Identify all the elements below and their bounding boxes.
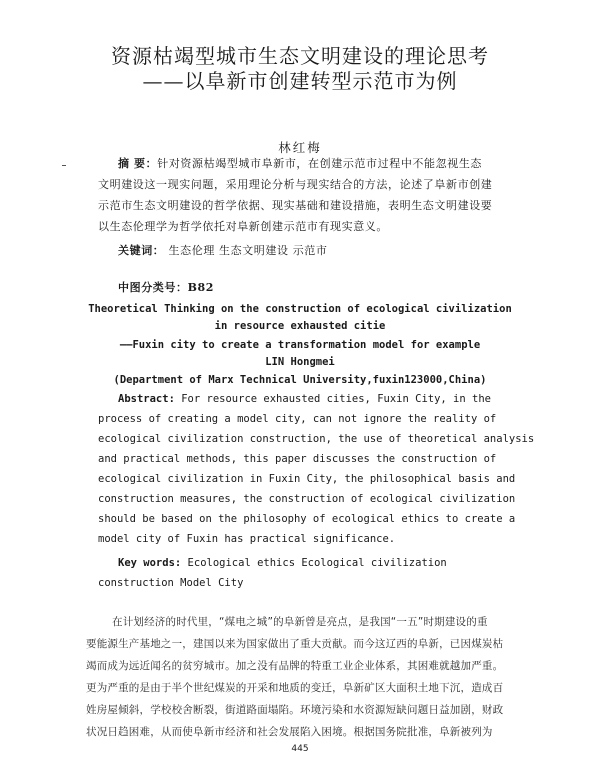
english-abstract-line-4: and practical methods, this paper discusses the construction of bbox=[98, 453, 497, 465]
english-title-line-2: in resource exhausted citie bbox=[214, 320, 386, 332]
english-author: LIN Hongmei bbox=[265, 356, 335, 368]
english-title-line-1: Theoretical Thinking on the construction of ecological civilization bbox=[88, 303, 512, 315]
english-abstract-line-1 bbox=[118, 393, 538, 405]
english-abstract-line-7: should be based on the philosophy of ecological ethics to create a bbox=[98, 513, 516, 525]
english-keywords-line-2: construction Model City bbox=[98, 577, 244, 589]
abstract-cn-line-2: 文明建设这一现实问题，采用理论分析与现实结合的方法，论述了阜新市创建 bbox=[98, 178, 493, 191]
abstract-cn-line-4: 以生态伦理学为哲学依托对阜新创建示范市有现实意义。 bbox=[98, 220, 388, 233]
english-keywords-label: Key words: bbox=[118, 557, 182, 569]
body-line-1: 在计划经济的时代里，“煤电之城”的阜新曾是亮点，是我国“一五”时期建设的重 bbox=[112, 616, 488, 628]
abstract-cn-text-1: 针对资源枯竭型城市阜新市，在创建示范市过程中不能忽视生态 bbox=[157, 157, 483, 170]
body-line-4: 更为严重的是由于半个世纪煤炭的开采和地质的变迁，阜新矿区大面积土地下沉，造成百 bbox=[86, 682, 504, 694]
keywords-cn-line bbox=[118, 242, 538, 258]
english-abstract-line-2: process of creating a model city, can not ignore the reality of bbox=[98, 413, 497, 425]
body-line-2: 要能源生产基地之一，建国以来为国家做出了重大贡献。而今这辽西的阜新，已因煤炭枯 bbox=[86, 638, 504, 650]
english-keywords-line-1 bbox=[118, 557, 538, 569]
abstract-cn-line-3: 示范市生态文明建设的哲学依据、现实基础和建设措施，表明生态文明建设要 bbox=[98, 199, 493, 212]
english-abstract-line-3: ecological civilization construction, the use of theoretical analysis bbox=[98, 433, 535, 445]
title-line-1: 资源枯竭型城市生态文明建设的理论思考 bbox=[111, 44, 489, 68]
english-subtitle: ——Fuxin city to create a transformation model for example bbox=[119, 339, 481, 351]
body-line-3: 竭而成为远近闻名的贫穷城市。加之没有品牌的特重工业企业体系，其困难就越加严重。 bbox=[86, 660, 504, 672]
english-abstract-label: Abstract: bbox=[118, 393, 175, 405]
english-keywords-text-1: Ecological ethics Ecological civilization bbox=[187, 557, 447, 569]
keywords-cn-label: 关键词： bbox=[118, 244, 165, 257]
classification-number: 中图分类号：B82 bbox=[118, 281, 215, 294]
english-abstract-line-6: construction measures, the construction of ecological civilization bbox=[98, 493, 516, 505]
author-chinese: 林红梅 bbox=[278, 140, 322, 155]
english-abstract-text-1: For resource exhausted cities, Fuxin City, in the bbox=[181, 393, 491, 405]
body-line-6: 状况日趋困难，从而使阜新市经济和社会发展陷入困境。根据国务院批准，阜新被列为 bbox=[86, 726, 493, 738]
margin-mark bbox=[62, 165, 66, 166]
title-line-2: ——以阜新市创建转型示范市为例 bbox=[142, 69, 458, 93]
english-affiliation: (Department of Marx Technical University,fuxin123000,China) bbox=[113, 374, 487, 386]
body-line-5: 姓房屋倾斜，学校校舍断裂，街道路面塌陷。环境污染和水资源短缺问题日益加剧，财政 bbox=[86, 704, 504, 716]
keywords-cn-text: 生态伦理 生态文明建设 示范市 bbox=[168, 244, 328, 257]
abstract-cn-label: 摘 要： bbox=[118, 157, 158, 170]
english-abstract-line-5: ecological civilization in Fuxin City, the philosophical basis and bbox=[98, 473, 516, 485]
english-abstract-line-8: model city of Fuxin has practical significance. bbox=[98, 533, 396, 545]
abstract-cn-line-1 bbox=[118, 155, 538, 171]
page-number: 445 bbox=[291, 744, 309, 754]
